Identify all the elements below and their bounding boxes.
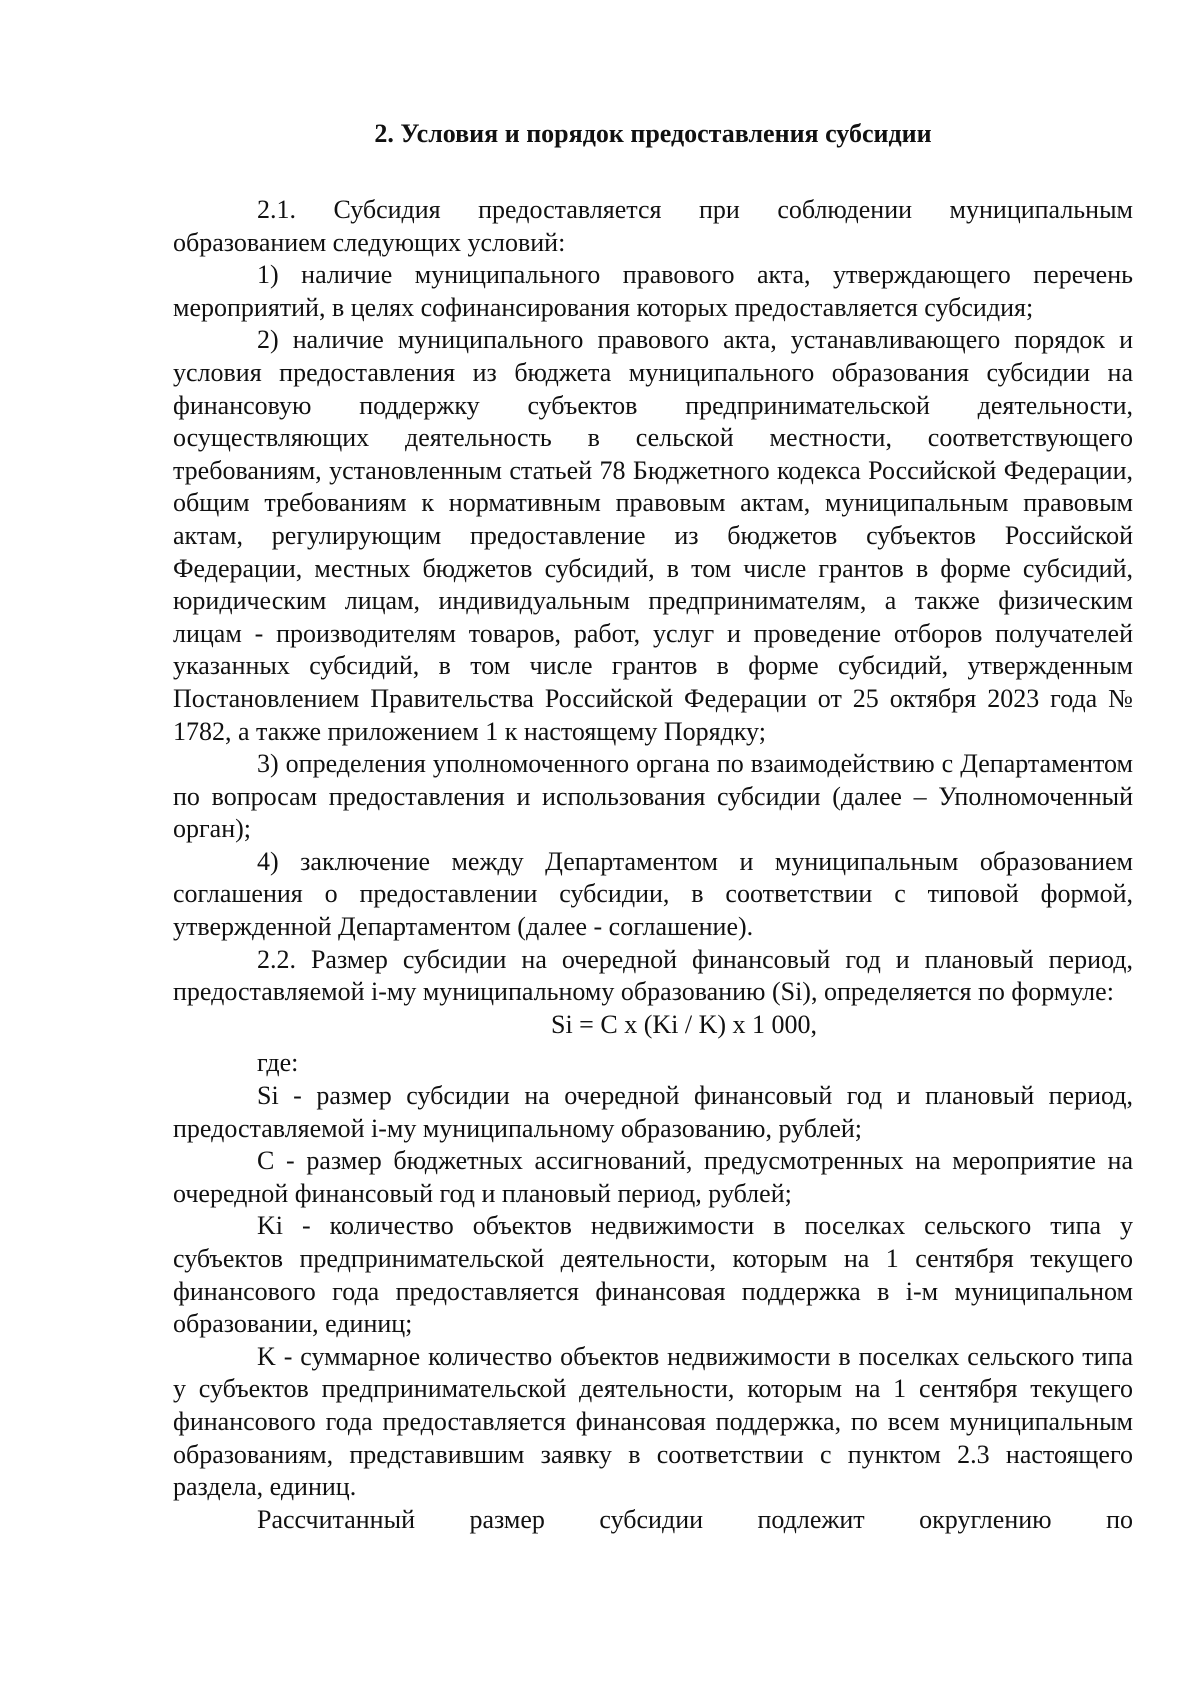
- subsidy-formula: Si = C x (Ki / K) x 1 000,: [551, 1009, 818, 1039]
- condition-item-3: 3) определения уполномоченного органа по взаимодействию с Департаментом по вопросам предоставления и использования субсидии (далее – Уполномоченный орган);: [173, 749, 1133, 844]
- paragraph-2-1: 2.1. Субсидия предоставляется при соблюдении муниципальным образованием следующих условий:: [173, 195, 1133, 257]
- condition-item-4: 4) заключение между Департаментом и муниципальным образованием соглашения о предоставлении субсидии, в соответствии с типовой формой, утвержденной Департаментом (далее - соглашение).: [173, 846, 1133, 942]
- definition-c: C - размер бюджетных ассигнований, предусмотренных на мероприятие на очередной финансовый год и плановый период, рублей;: [173, 1146, 1133, 1208]
- rounding-paragraph: Рассчитанный размер субсидии подлежит округлению по: [257, 1504, 1133, 1534]
- document-page: [173, 118, 1133, 1536]
- condition-item-1: 1) наличие муниципального правового акта, утверждающего перечень мероприятий, в целях софинансирования которых предоставляется субсидия;: [173, 260, 1133, 322]
- paragraph-2-2: 2.2. Размер субсидии на очередной финансовый год и плановый период, предоставляемой i-му муниципальному образованию (Si), определяется по формуле:: [173, 944, 1133, 1007]
- condition-item-2: 2) наличие муниципального правового акта, устанавливающего порядок и условия предоставления из бюджета муниципального образования субсидии на финансовую поддержку субъектов предпринимательской деятельности, осуществляющих деятельность в сельской местности, соответствующего требованиям, установленным статьей 78 Бюджетного кодекса Российской Федерации, общим требованиям к нормативным правовым актам, муниципальным правовым актам, регулирующим предоставление из бюджетов субъектов Российской Федерации, местных бюджетов субсидий, в том числе грантов в форме субсидий, юридическим лицам, индивидуальным предпринимателям, а также физическим лицам - производителям товаров, работ, услуг и проведение отборов получателей указанных субсидий, в том числе грантов в форме субсидий, утвержденным Постановлением Правительства Российской Федерации от 25 октября 2023 года № 1782, а также приложением 1 к настоящему Порядку;: [173, 325, 1133, 746]
- definition-k: K - суммарное количество объектов недвижимости в поселках сельского типа у субъектов предпринимательской деятельности, которым на 1 сентября текущего финансового года предоставляется финансовая поддержка, по всем муниципальным образованиям, представившим заявку в соответствии с пунктом 2.3 настоящего раздела, единиц.: [173, 1341, 1133, 1502]
- definition-ki: Ki - количество объектов недвижимости в поселках сельского типа у субъектов предпринимательской деятельности, которым на 1 сентября текущего финансового года предоставляется финансовая поддержка в i-м муниципальном образовании, единиц;: [173, 1211, 1133, 1339]
- section-title: 2. Условия и порядок предоставления субсидии: [374, 119, 932, 148]
- definition-si: Si - размер субсидии на очередной финансовый год и плановый период, предоставляемой i-му муниципальному образованию, рублей;: [173, 1081, 1133, 1143]
- where-label: где:: [257, 1048, 299, 1078]
